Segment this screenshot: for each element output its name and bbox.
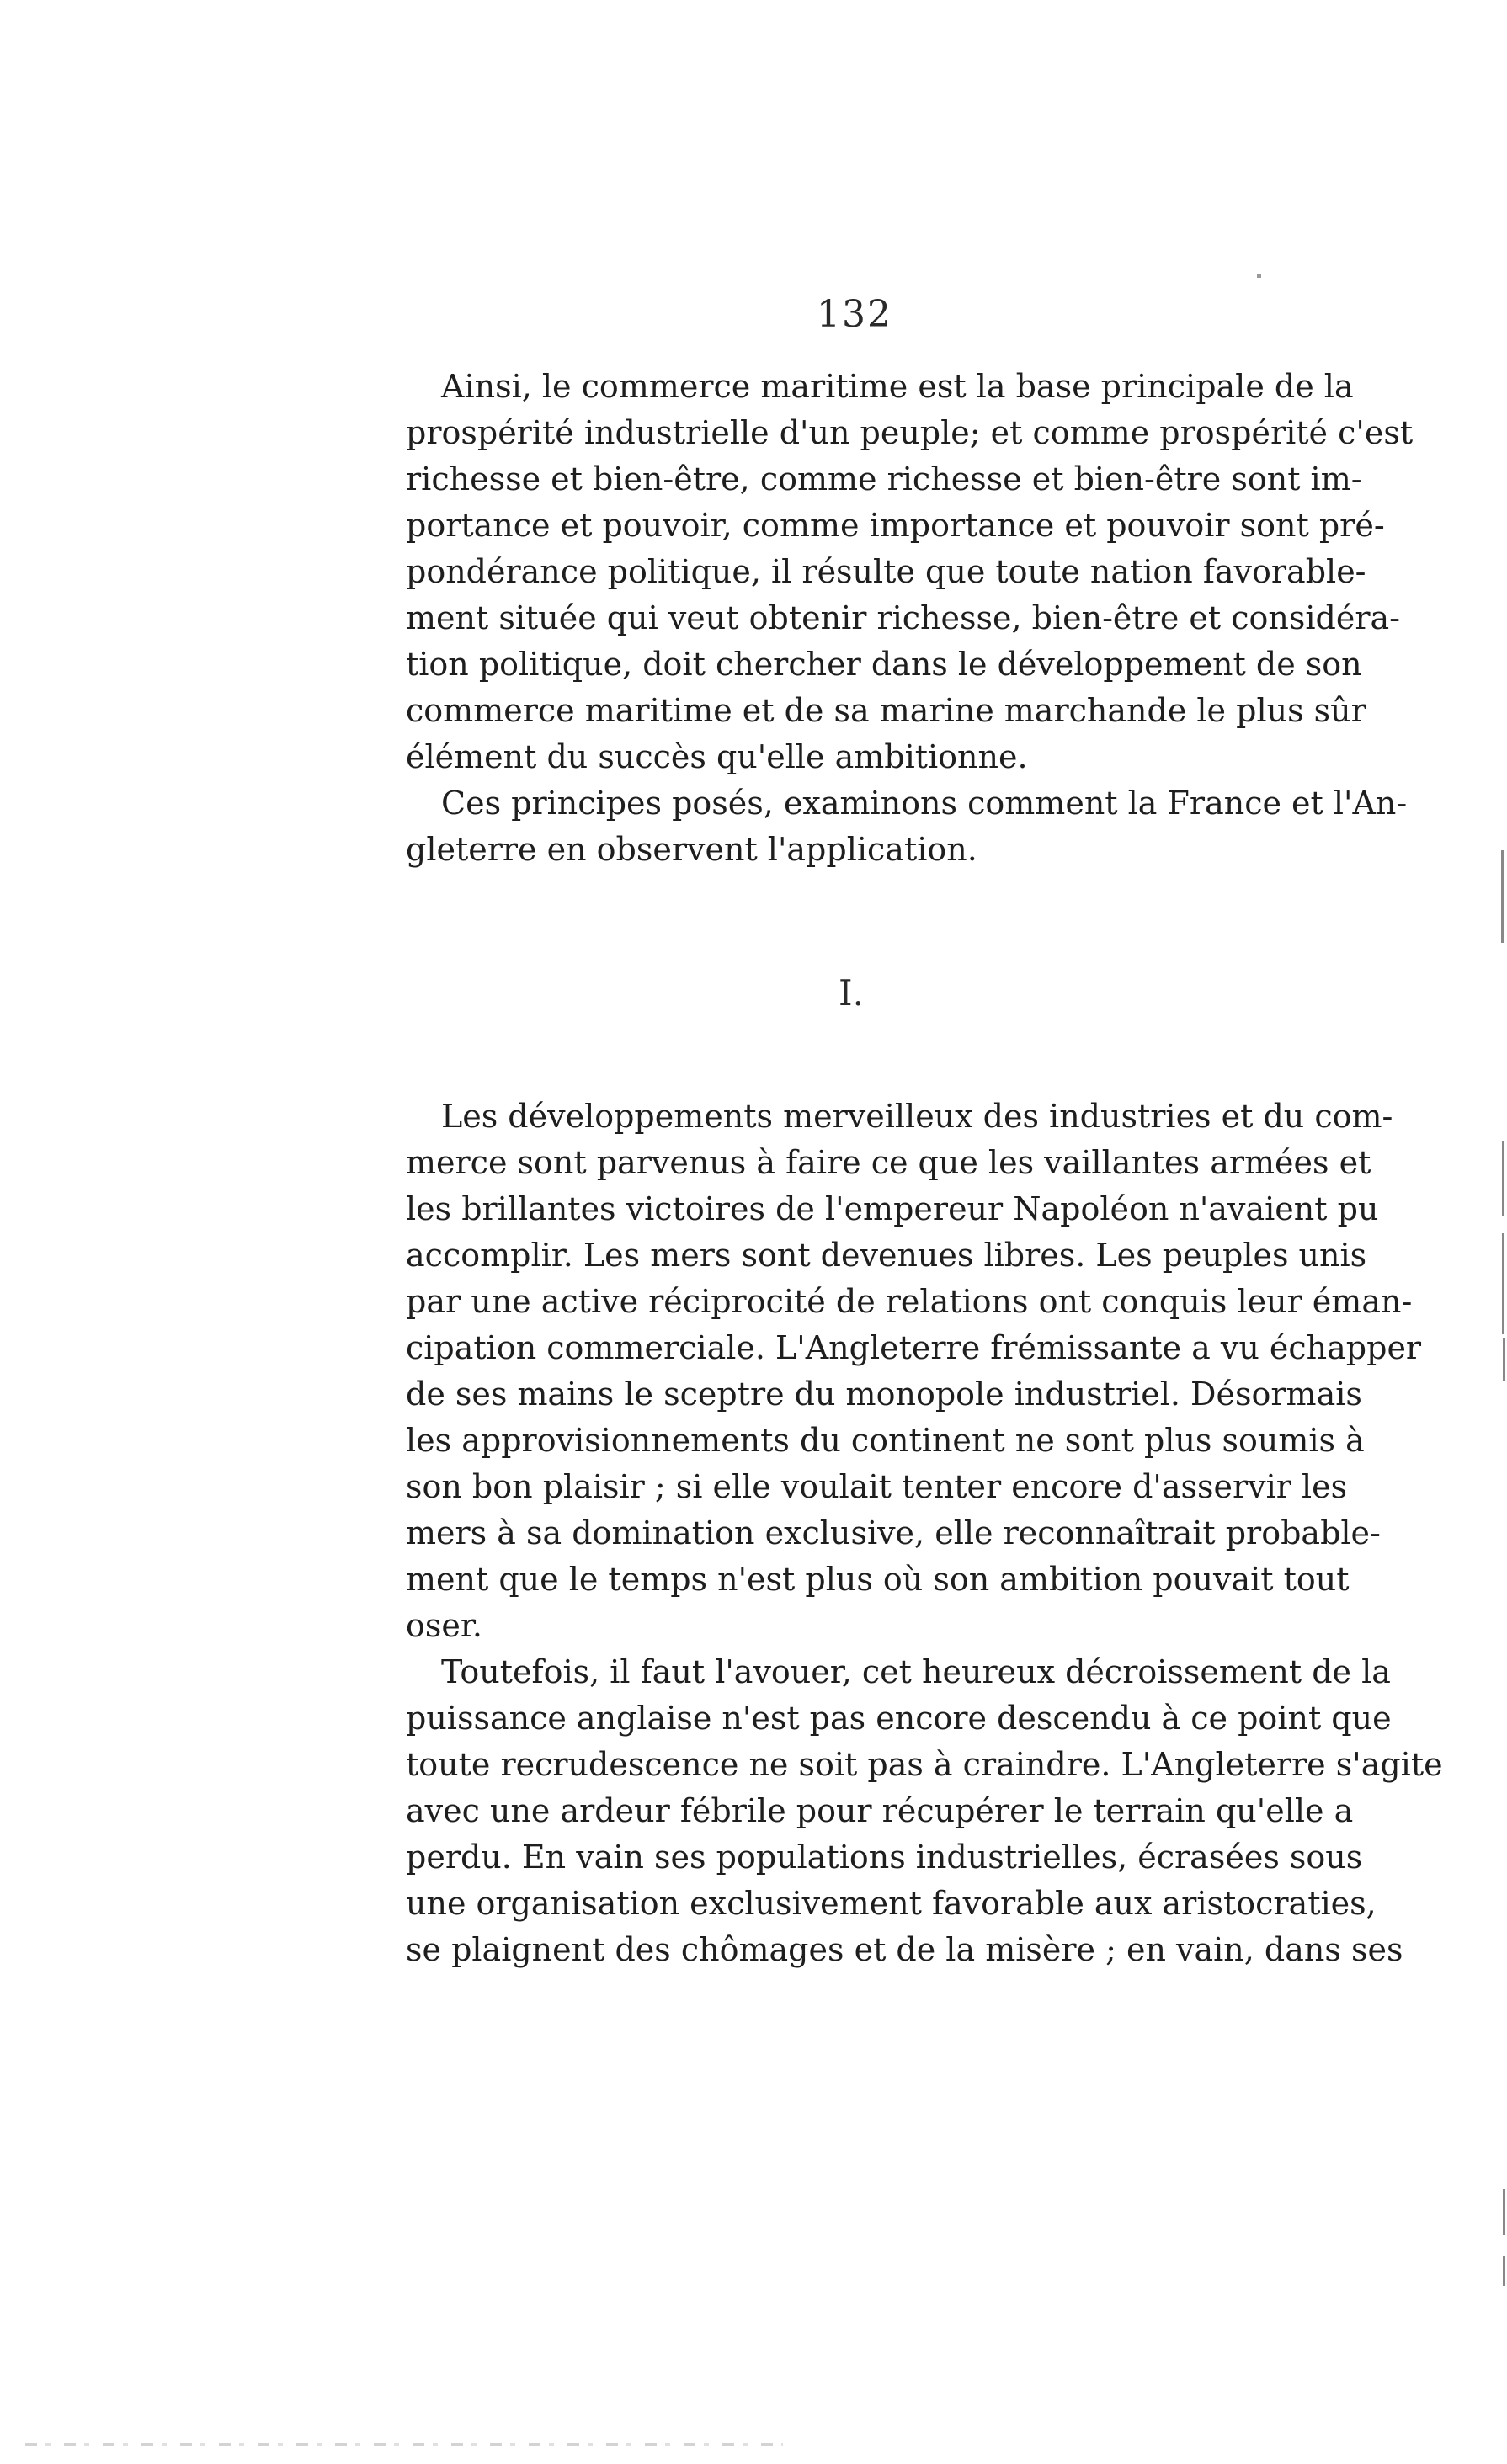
- text-line: cipation commerciale. L'Angleterre frémissante a vu échapper: [406, 1329, 1422, 1366]
- text-line: merce sont parvenus à faire ce que les vaillantes armées et: [406, 1144, 1371, 1181]
- text-line: portance et pouvoir, comme importance et pouvoir sont pré-: [406, 507, 1385, 544]
- text-line: pondérance politique, il résulte que toute nation favorable-: [406, 553, 1366, 590]
- text-line: élément du succès qu'elle ambitionne.: [406, 738, 1028, 775]
- text-block-intro: [406, 364, 1414, 873]
- scan-artifact: [1503, 1338, 1505, 1381]
- text-line: une organisation exclusivement favorable aux aristocraties,: [406, 1885, 1377, 1922]
- text-line: les brillantes victoires de l'empereur Napoléon n'avaient pu: [406, 1190, 1379, 1227]
- text-line: par une active réciprocité de relations ont conquis leur éman-: [406, 1283, 1413, 1320]
- text-line: gleterre en observent l'application.: [406, 831, 977, 868]
- text-line: ment située qui veut obtenir richesse, bien-être et considéra-: [406, 599, 1401, 636]
- text-line: oser.: [406, 1607, 482, 1644]
- text-line: de ses mains le sceptre du monopole industriel. Désormais: [406, 1376, 1362, 1413]
- scan-artifact: [25, 2443, 783, 2446]
- text-line: Ces principes posés, examinons comment la France et l'An-: [441, 785, 1408, 822]
- text-line: les approvisionnements du continent ne sont plus soumis à: [406, 1422, 1365, 1459]
- text-line: tion politique, doit chercher dans le développement de son: [406, 646, 1362, 683]
- scan-artifact: [1503, 2189, 1505, 2235]
- text-line: ment que le temps n'est plus où son ambition pouvait tout: [406, 1561, 1350, 1598]
- text-line: se plaignent des chômages et de la misère ; en vain, dans ses: [406, 1931, 1403, 1968]
- text-block-section-one: [406, 1094, 1443, 1973]
- text-line: mers à sa domination exclusive, elle reconnaîtrait probable-: [406, 1514, 1381, 1551]
- page-number: 132: [817, 293, 892, 336]
- paragraph-1: [406, 364, 1414, 780]
- text-line: prospérité industrielle d'un peuple; et comme prospérité c'est: [406, 414, 1414, 451]
- text-line: perdu. En vain ses populations industrielles, écrasées sous: [406, 1839, 1363, 1876]
- text-line: richesse et bien-être, comme richesse et bien-être sont im-: [406, 460, 1362, 498]
- scan-artifact: [1502, 1141, 1504, 1216]
- scan-artifact: [1257, 274, 1261, 278]
- paragraph-4: [406, 1649, 1443, 1973]
- text-line: Ainsi, le commerce maritime est la base principale de la: [441, 368, 1354, 405]
- text-line: commerce maritime et de sa marine marchande le plus sûr: [406, 692, 1366, 729]
- text-line: Toutefois, il faut l'avouer, cet heureux décroissement de la: [441, 1653, 1391, 1690]
- scan-artifact: [1503, 2256, 1505, 2286]
- text-line: avec une ardeur fébrile pour récupérer le terrain qu'elle a: [406, 1792, 1354, 1829]
- text-line: toute recrudescence ne soit pas à craindre. L'Angleterre s'agite: [406, 1746, 1443, 1783]
- paragraph-3: [406, 1094, 1422, 1649]
- paragraph-2: [406, 780, 1408, 873]
- text-line: accomplir. Les mers sont devenues libres. Les peuples unis: [406, 1237, 1367, 1274]
- scan-artifact: [1502, 1233, 1504, 1334]
- text-line: Les développements merveilleux des industries et du com-: [441, 1098, 1393, 1135]
- text-line: puissance anglaise n'est pas encore descendu à ce point que: [406, 1700, 1392, 1737]
- text-line: son bon plaisir ; si elle voulait tenter encore d'asservir les: [406, 1468, 1348, 1505]
- scan-artifact: [1501, 850, 1504, 943]
- section-heading: I.: [839, 972, 864, 1014]
